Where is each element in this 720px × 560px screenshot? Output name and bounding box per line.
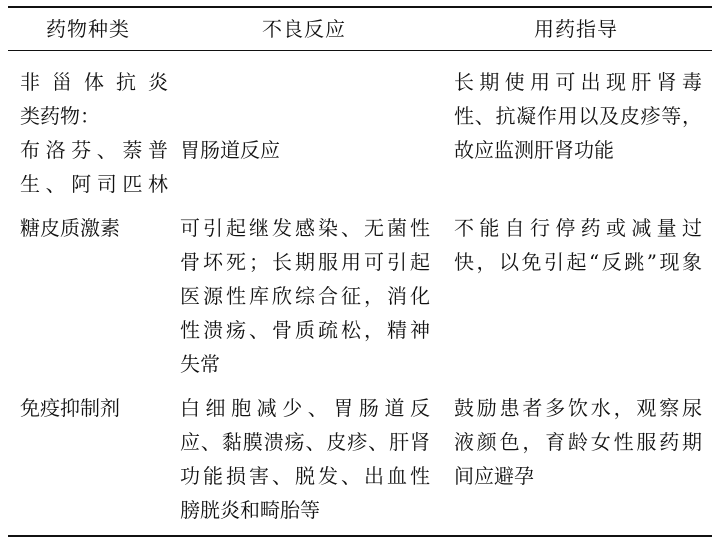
header-row — [8, 7, 712, 51]
header-drug-class: 药物种类 — [46, 17, 130, 41]
cell-line: 快，以免引起“反跳”现象 — [454, 250, 702, 274]
table-row — [8, 51, 712, 208]
cell-line: 白细胞减少、胃肠道反 — [180, 396, 430, 420]
cell-line: 液颜色，育龄女性服药期 — [454, 430, 702, 454]
cell-line: 功能损害、脱发、出血性 — [180, 464, 430, 488]
cell-line: 应、黏膜溃疡、皮疹、肝肾 — [180, 430, 430, 454]
cell-line: 胃肠道反应 — [180, 138, 280, 162]
cell-guidance — [440, 51, 712, 208]
cell-line: 长期使用可出现肝肾毒 — [454, 70, 702, 94]
cell-adverse-reactions — [168, 51, 440, 208]
drug-adverse-reaction-table — [8, 6, 712, 537]
header-guidance: 用药指导 — [534, 17, 618, 41]
cell-guidance — [440, 387, 712, 536]
cell-line: 免疫抑制剂 — [20, 396, 120, 420]
table-row — [8, 387, 712, 536]
cell-line: 间应避孕 — [454, 464, 534, 488]
cell-line: 失常 — [180, 352, 220, 376]
cell-line: 故应监测肝肾功能 — [454, 138, 614, 162]
cell-line: 可引起继发感染、无菌性 — [180, 216, 430, 240]
header-adverse-reactions: 不良反应 — [262, 17, 346, 41]
cell-drug-class — [8, 207, 168, 387]
cell-line: 鼓励患者多饮水，观察尿 — [454, 396, 702, 420]
cell-adverse-reactions — [168, 207, 440, 387]
cell-drug-class — [8, 51, 168, 208]
cell-line: 性溃疡、骨质疏松，精神 — [180, 318, 430, 342]
cell-line: 布洛芬、萘普 — [20, 138, 168, 162]
table-row — [8, 207, 712, 387]
cell-line: 生、阿司匹林 — [20, 172, 168, 196]
cell-line: 医源性库欣综合征，消化 — [180, 284, 430, 308]
cell-guidance — [440, 207, 712, 387]
cell-line: 膀胱炎和畸胎等 — [180, 498, 320, 522]
cell-line: 不能自行停药或减量过 — [454, 216, 702, 240]
cell-drug-class — [8, 387, 168, 536]
table-header — [8, 7, 712, 51]
table-body — [8, 51, 712, 537]
cell-line: 非甾体抗炎 — [20, 70, 168, 94]
cell-line: 骨坏死；长期服用可引起 — [180, 250, 430, 274]
cell-line: 糖皮质激素 — [20, 216, 120, 240]
cell-adverse-reactions — [168, 387, 440, 536]
cell-line: 性、抗凝作用以及皮疹等， — [454, 104, 702, 128]
cell-line: 类药物： — [20, 104, 100, 128]
